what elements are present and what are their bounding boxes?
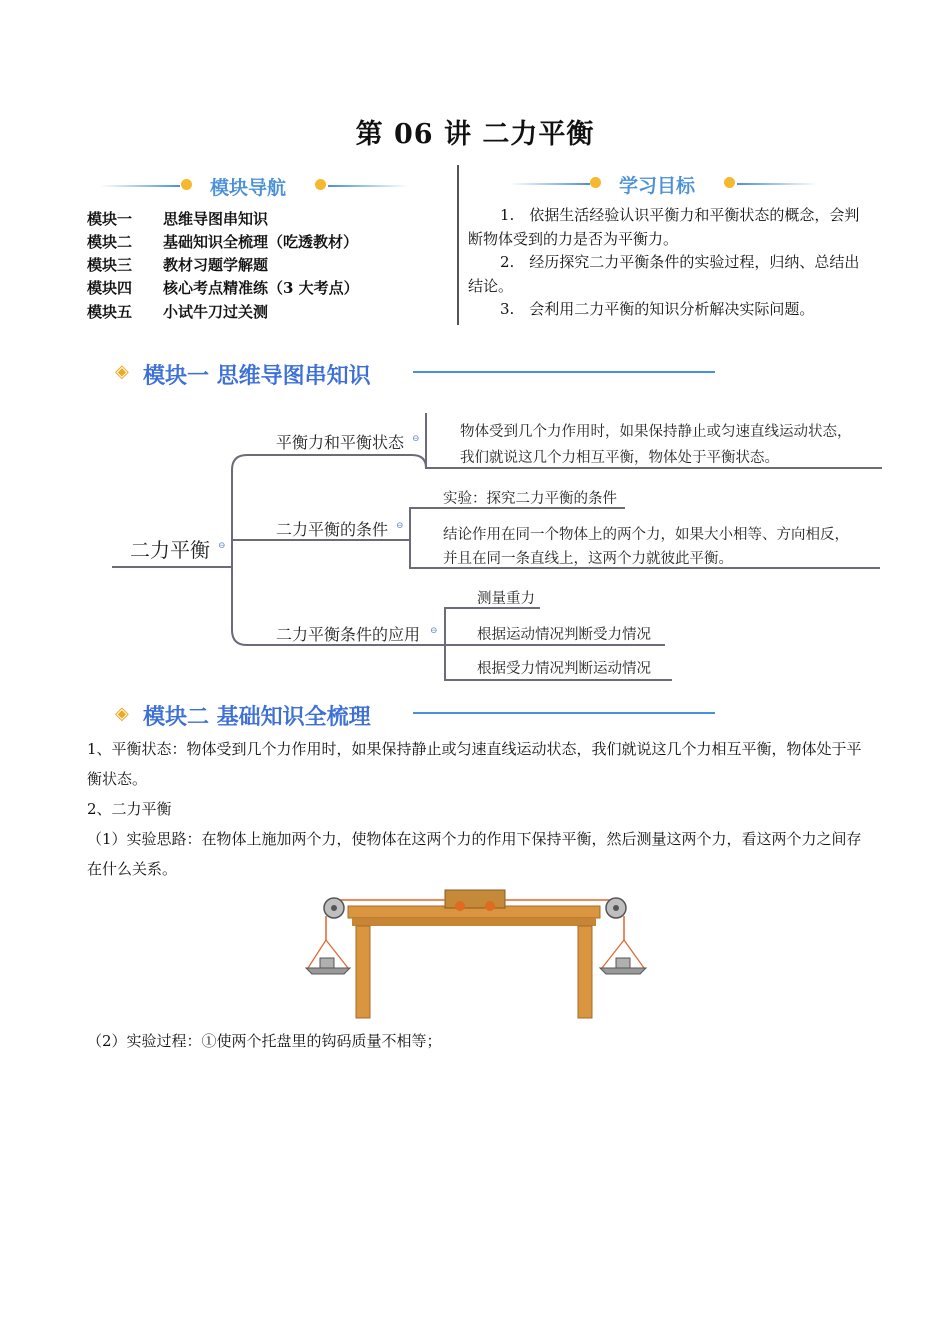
nav-item-key: 模块五 — [87, 303, 133, 321]
mindmap-leaf-3a: 结论作用在同一个物体上的两个力，如果大小相等、方向相反， — [443, 527, 849, 543]
nav-item-key: 模块四 — [87, 279, 133, 297]
paragraph-1: 1、平衡状态：物体受到几个力作用时，如果保持静止或匀速直线运动状态，我们就说这几个力相互平衡，物体处于平衡状态。 — [87, 740, 862, 788]
nav-item-label: 小试牛刀过关测 — [163, 303, 269, 321]
mindmap-branch-2[interactable]: 二力平衡的条件 — [276, 520, 389, 539]
mindmap-branch-3[interactable]: 二力平衡条件的应用 — [276, 625, 421, 644]
module2-rule — [413, 712, 715, 714]
module1-title: 模块一 思维导图串知识 — [143, 364, 371, 389]
collapse-toggle-icon[interactable]: ⊖ — [218, 541, 226, 551]
nav-item-label: 教材习题学解题 — [163, 256, 269, 274]
goal-1: 1. 依据生活经验认识平衡力和平衡状态的概念，会判断物体受到的力是否为平衡力。 — [468, 206, 860, 248]
experiment-apparatus-illustration — [300, 884, 650, 1024]
mindmap-leaf-2: 实验：探究二力平衡的条件 — [443, 491, 617, 507]
goal-header: 学习目标 — [619, 175, 696, 197]
mindmap-leaf-1b: 我们就说这几个力相互平衡，物体处于平衡状态。 — [460, 450, 779, 466]
nav-item-key: 模块三 — [87, 256, 133, 274]
mindmap-leaf-5: 根据运动情况判断受力情况 — [477, 627, 651, 643]
diamond-icon: ◈ — [115, 361, 129, 382]
nav-item-key: 模块一 — [87, 210, 133, 228]
mindmap-leaf-4: 测量重力 — [477, 591, 535, 607]
paragraph-4: （2）实验过程：①使两个托盘里的钩码质量不相等； — [87, 1032, 442, 1050]
nav-header: 模块导航 — [210, 177, 287, 199]
collapse-toggle-icon[interactable]: ⊖ — [430, 626, 438, 636]
goal-3: 3. 会利用二力平衡的知识分析解决实际问题。 — [500, 300, 815, 318]
goal-2: 2. 经历探究二力平衡条件的实验过程，归纳、总结出结论。 — [468, 253, 860, 295]
nav-item-label: 基础知识全梳理（吃透教材） — [163, 233, 359, 251]
page-title: 第 06 讲 二力平衡 — [355, 119, 595, 150]
diamond-icon: ◈ — [115, 703, 129, 724]
nav-item-label: 思维导图串知识 — [163, 210, 269, 228]
mindmap-leaf-6: 根据受力情况判断运动情况 — [477, 661, 651, 677]
collapse-toggle-icon[interactable]: ⊖ — [412, 434, 420, 444]
mindmap-leaf-3b: 并且在同一条直线上，这两个力就彼此平衡。 — [443, 551, 733, 567]
collapse-toggle-icon[interactable]: ⊖ — [396, 521, 404, 531]
paragraph-3: （1）实验思路：在物体上施加两个力，使物体在这两个力的作用下保持平衡，然后测量这两个力，看这两个力之间存在什么关系。 — [87, 830, 862, 878]
mindmap-branch-1[interactable]: 平衡力和平衡状态 — [276, 433, 405, 452]
mindmap-leaf-1a: 物体受到几个力作用时，如果保持静止或匀速直线运动状态， — [460, 424, 852, 440]
mindmap-root[interactable]: 二力平衡 — [130, 538, 210, 562]
nav-item-key: 模块二 — [87, 233, 133, 251]
nav-item-label: 核心考点精准练（3 大考点） — [163, 279, 359, 297]
module2-title: 模块二 基础知识全梳理 — [143, 705, 371, 730]
paragraph-2: 2、二力平衡 — [87, 800, 172, 818]
